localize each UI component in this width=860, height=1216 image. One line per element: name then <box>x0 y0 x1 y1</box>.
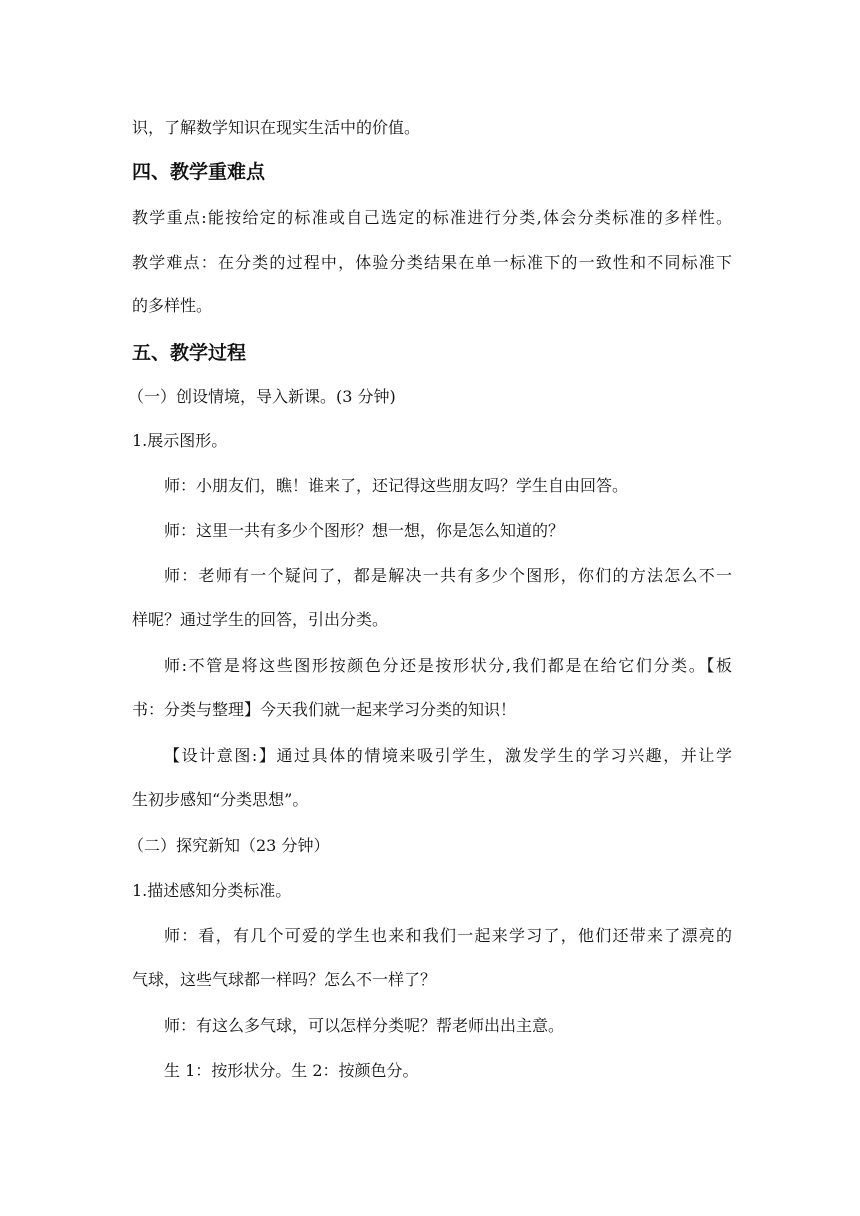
subsection-heading: （一）创设情境，导入新课。(3 分钟) <box>128 387 396 406</box>
paragraph-line: 教学重点:能按给定的标准或自己选定的标准进行分类,体会分类标准的多样性。 <box>132 208 732 227</box>
section-heading: 四、教学重难点 <box>132 161 266 183</box>
paragraph-line: 师：老师有一个疑问了，都是解决一共有多少个图形，你们的方法怎么不一 <box>164 566 732 585</box>
paragraph-line: 师：看，有几个可爱的学生也来和我们一起来学习了，他们还带来了漂亮的 <box>164 926 732 945</box>
paragraph-line: 师：有这么多气球，可以怎样分类呢？帮老师出出主意。 <box>164 1016 565 1035</box>
paragraph-line: 的多样性。 <box>132 296 213 315</box>
paragraph-line: 气球，这些气球都一样吗？怎么不一样了？ <box>132 970 437 989</box>
paragraph-line: 生 1：按形状分。生 2：按颜色分。 <box>164 1061 419 1080</box>
list-item: 1.描述感知分类标准。 <box>132 881 292 900</box>
subsection-heading: （二）探究新知（23 分钟） <box>128 836 330 855</box>
section-heading: 五、教学过程 <box>132 342 247 364</box>
paragraph-line: 书：分类与整理】今天我们就一起来学习分类的知识！ <box>132 700 517 719</box>
paragraph-line: 师:不管是将这些图形按颜色分还是按形状分,我们都是在给它们分类。【板 <box>164 656 732 675</box>
list-item: 1.展示图形。 <box>132 431 228 450</box>
paragraph-line: 【设计意图:】通过具体的情境来吸引学生，激发学生的学习兴趣，并让学 <box>164 746 732 765</box>
paragraph-line: 样呢？通过学生的回答，引出分类。 <box>132 610 389 629</box>
paragraph-line: 生初步感知“分类思想”。 <box>132 790 309 809</box>
paragraph-line: 教学难点：在分类的过程中，体验分类结果在单一标准下的一致性和不同标准下 <box>132 253 732 272</box>
paragraph-line: 识，了解数学知识在现实生活中的价值。 <box>132 118 421 137</box>
paragraph-line: 师：这里一共有多少个图形？想一想，你是怎么知道的？ <box>164 521 565 540</box>
paragraph-line: 师：小朋友们，瞧！谁来了，还记得这些朋友吗？学生自由回答。 <box>164 476 629 495</box>
